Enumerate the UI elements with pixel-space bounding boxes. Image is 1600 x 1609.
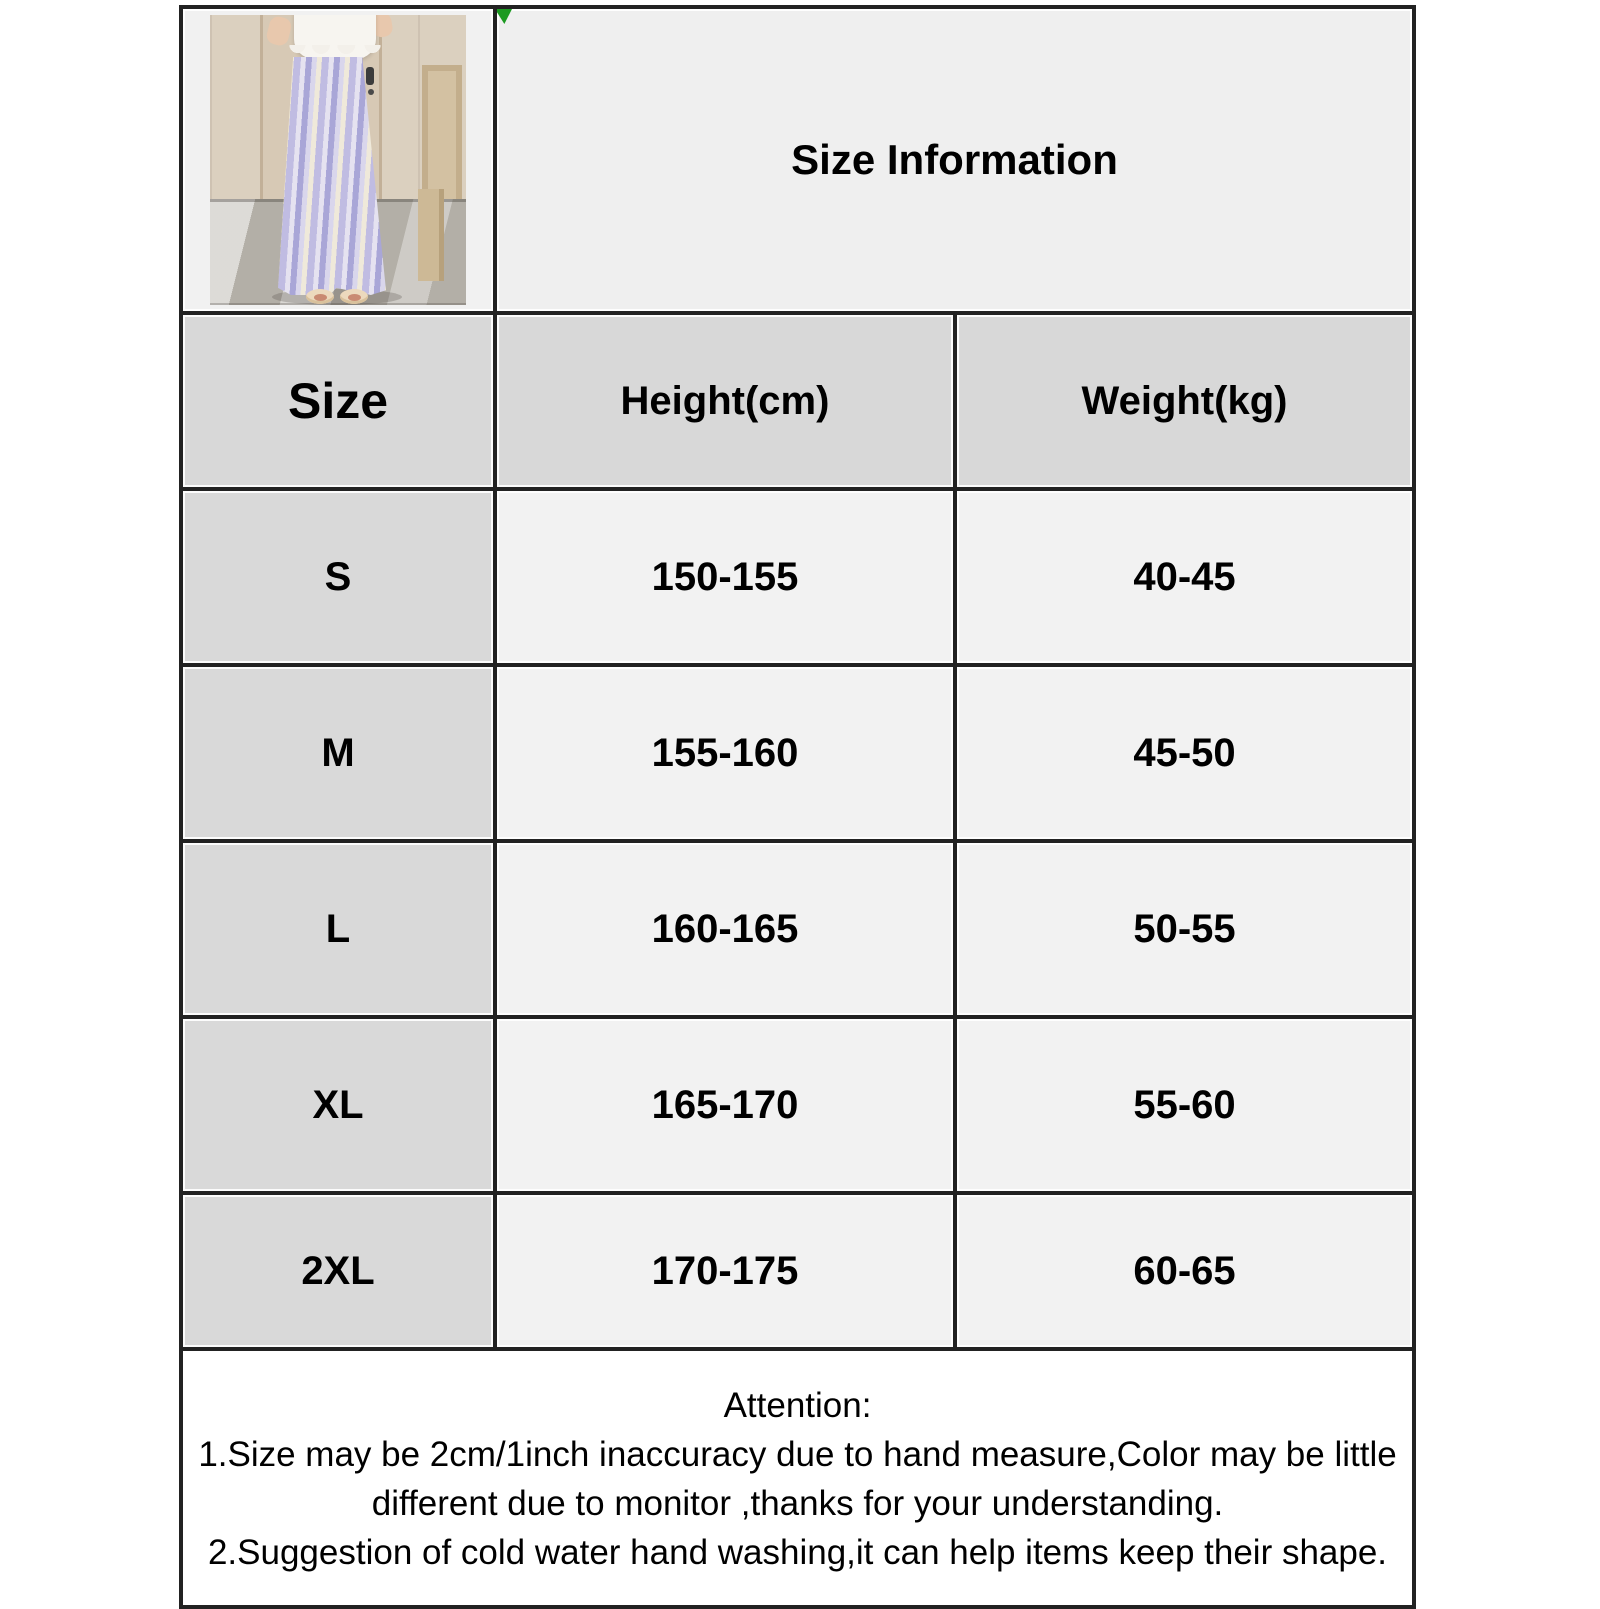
model-left-toes <box>314 294 327 301</box>
weight-value: 50-55 <box>955 841 1414 1017</box>
attention-heading: Attention: <box>723 1386 872 1425</box>
weight-value: 40-45 <box>955 489 1414 665</box>
table-row-l <box>181 841 1414 1017</box>
photo-door-handle <box>366 67 374 85</box>
table-row-xl <box>181 1017 1414 1193</box>
page-title: Size Information <box>791 136 1118 183</box>
column-header-weight: Weight(kg) <box>955 313 1414 489</box>
model-right-toes <box>348 294 361 301</box>
column-header-height: Height(cm) <box>495 313 955 489</box>
height-value: 150-155 <box>495 489 955 665</box>
weight-value: 60-65 <box>955 1193 1414 1349</box>
size-label: S <box>181 489 495 665</box>
photo-chair-leg <box>418 189 444 281</box>
table-row-s <box>181 489 1414 665</box>
attention-note-2: 2.Suggestion of cold water hand washing,it can help items keep their shape. <box>207 1533 1388 1572</box>
product-photo <box>210 15 466 305</box>
cell-corner-flag <box>495 9 512 24</box>
height-value: 155-160 <box>495 665 955 841</box>
height-value: 160-165 <box>495 841 955 1017</box>
size-label: 2XL <box>181 1193 495 1349</box>
column-header-row <box>181 313 1414 489</box>
attention-note-1: 1.Size may be 2cm/1inch inaccuracy due to hand measure,Color may be little different due to monitor ,thanks for your understanding. <box>198 1435 1397 1523</box>
column-header-size: Size <box>181 313 495 489</box>
size-label: M <box>181 665 495 841</box>
size-label: XL <box>181 1017 495 1193</box>
size-table <box>179 5 1416 1609</box>
photo-door-lock <box>368 89 374 95</box>
weight-value: 55-60 <box>955 1017 1414 1193</box>
weight-value: 45-50 <box>955 665 1414 841</box>
attention-row <box>181 1349 1414 1607</box>
attention-note-cell <box>181 1349 1414 1607</box>
size-label: L <box>181 841 495 1017</box>
size-information-header-cell <box>495 7 1414 313</box>
height-value: 170-175 <box>495 1193 955 1349</box>
table-row-m <box>181 665 1414 841</box>
top-row <box>181 7 1414 313</box>
height-value: 165-170 <box>495 1017 955 1193</box>
table-row-2xl <box>181 1193 1414 1349</box>
product-photo-cell <box>181 7 495 313</box>
size-chart-sheet <box>179 5 1416 1609</box>
